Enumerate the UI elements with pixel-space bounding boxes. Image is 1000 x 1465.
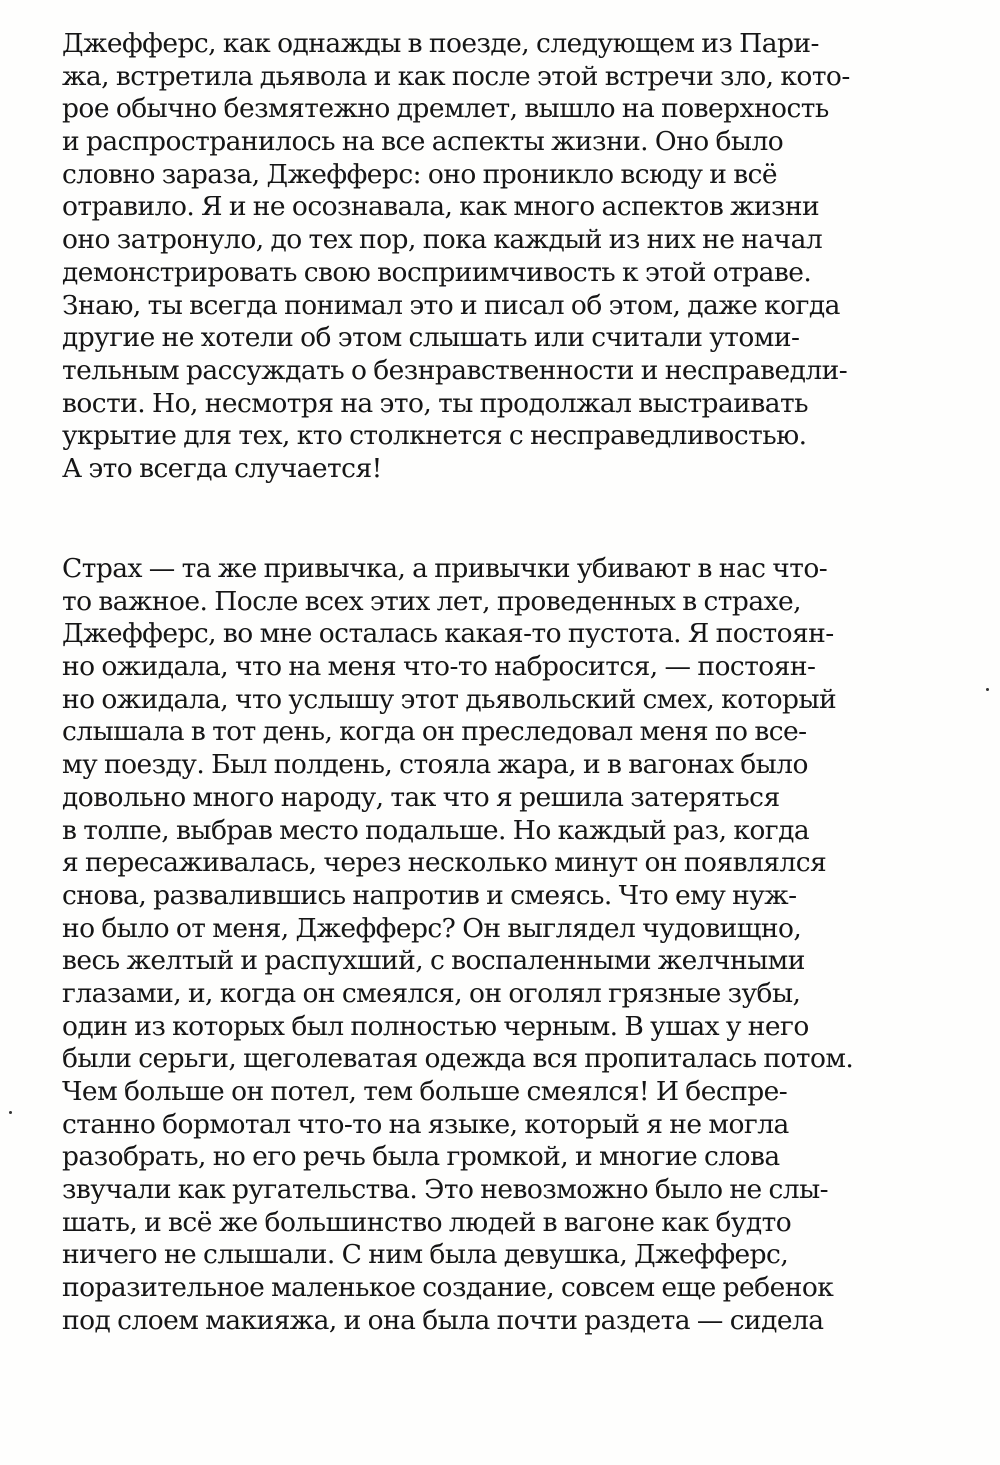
text-line: под слоем макияжа, и она была почти раздета — сидела [62, 1304, 824, 1336]
text-line: довольно много народу, так что я решила затеряться [62, 781, 780, 813]
text-line: другие не хотели об этом слышать или считали утоми- [62, 322, 800, 354]
text-line: поразительное маленькое создание, совсем еще ребенок [62, 1272, 834, 1304]
paragraph-1 [62, 28, 962, 486]
text-line: но было от меня, Джефферс? Он выглядел чудовищно, [62, 912, 802, 944]
text-line: словно зараза, Джефферс: оно проникло всюду и всё [62, 158, 778, 190]
text-line: отравило. Я и не осознавала, как много аспектов жизни [62, 191, 820, 223]
scan-speck [986, 688, 989, 691]
text-line: Джефферс, во мне осталась какая-то пустота. Я постоян- [62, 618, 834, 650]
text-line: я пересаживалась, через несколько минут он появлялся [62, 847, 827, 879]
text-line: рое обычно безмятежно дремлет, вышло на поверхность [62, 93, 829, 125]
text-line: Чем больше он потел, тем больше смеялся! И беспре- [62, 1076, 788, 1107]
text-line: Страх — та же привычка, а привычки убивают в нас что- [62, 553, 828, 584]
text-line: весь желтый и распухший, с воспаленными желчными [62, 945, 805, 977]
text-line: но ожидала, что на меня что-то набросится, — постоян- [62, 651, 816, 683]
text-line: глазами, и, когда он смеялся, он оголял грязные зубы, [62, 977, 801, 1009]
text-line: снова, развалившись напротив и смеясь. Что ему нуж- [62, 879, 797, 911]
text-line: ничего не слышали. С ним была девушка, Джефферс, [62, 1239, 789, 1271]
text-line: и распространилось на все аспекты жизни. Оно было [62, 126, 784, 158]
text-line: му поезду. Был полдень, стояла жара, и в вагонах было [62, 749, 808, 781]
text-line: демонстрировать свою восприимчивость к этой отраве. [62, 256, 812, 288]
text-line: слышала в тот день, когда он преследовал меня по все- [62, 716, 807, 748]
text-line: звучали как ругательства. Это невозможно было не слы- [62, 1174, 829, 1206]
text-line: вости. Но, несмотря на это, ты продолжал выстраивать [62, 387, 808, 419]
text-line: в толпе, выбрав место подальше. Но каждый раз, когда [62, 814, 810, 846]
text-line: то важное. После всех этих лет, проведенных в страхе, [62, 585, 801, 617]
text-line: тельным рассуждать о безнравственности и несправедли- [62, 354, 848, 386]
text-line: станно бормотал что-то на языке, который я не могла [62, 1108, 789, 1140]
text-line: Знаю, ты всегда понимал это и писал об этом, даже когда [62, 289, 840, 321]
text-line: но ожидала, что услышу этот дьявольский смех, который [62, 683, 837, 715]
text-line: жа, встретила дьявола и как после этой встречи зло, кото- [62, 60, 850, 92]
text-line: оно затронуло, до тех пор, пока каждый из них не начал [62, 224, 823, 256]
text-line: были серьги, щеголеватая одежда вся пропиталась потом. [62, 1043, 854, 1075]
text-line: один из которых был полностью черным. В ушах у него [62, 1010, 809, 1042]
text-line: разобрать, но его речь была громкой, и многие слова [62, 1141, 780, 1173]
text-line: шать, и всё же большинство людей в вагоне как будто [62, 1206, 792, 1238]
scan-speck [9, 1111, 12, 1114]
text-line: укрытие для тех, кто столкнется с несправедливостью. [62, 420, 807, 452]
text-line: Джефферс, как однажды в поезде, следующем из Пари- [62, 28, 819, 59]
paragraph-2 [62, 553, 962, 1338]
text-line: А это всегда случается! [62, 452, 382, 484]
